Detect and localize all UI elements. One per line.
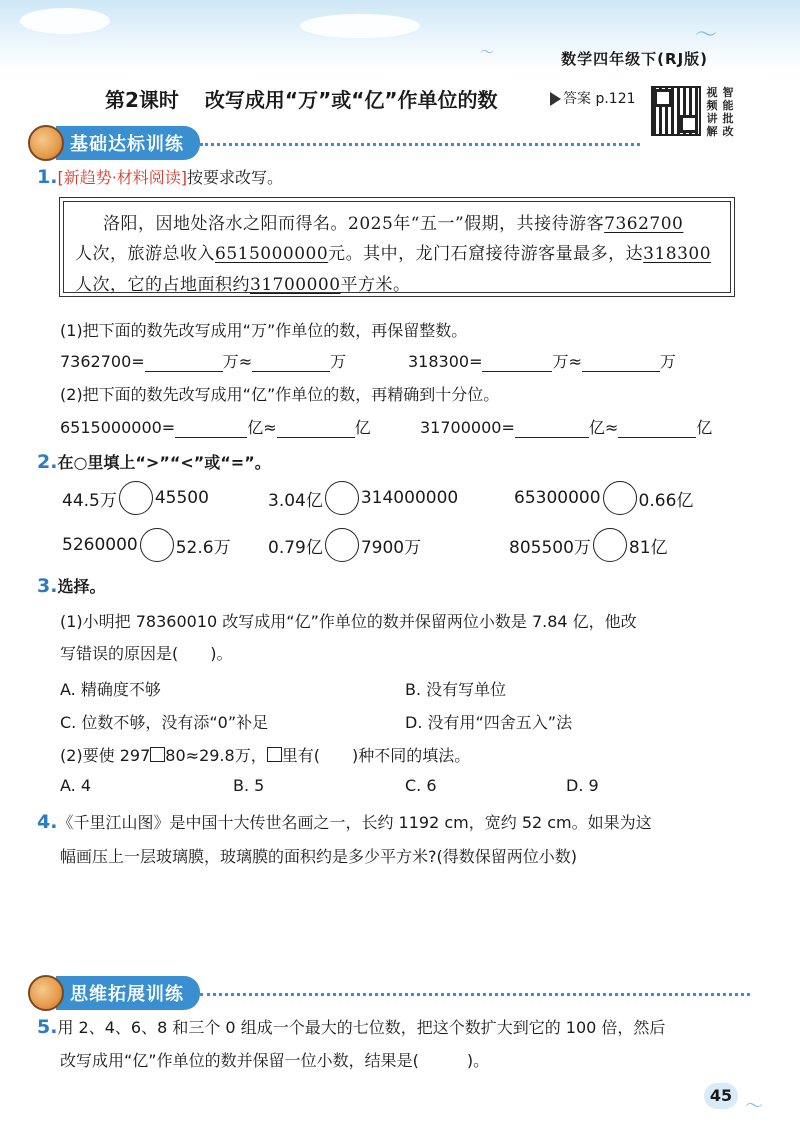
- compare-left: 44.5万: [62, 490, 117, 511]
- dolphin-icon: 〜: [745, 1096, 763, 1117]
- unit-label: 亿: [354, 418, 371, 437]
- q1-sub2-row-b: [420, 415, 712, 438]
- answer-blank[interactable]: [277, 419, 355, 438]
- q3-sub1-line2: 写错误的原因是( )。: [60, 644, 233, 663]
- compare-item: [62, 481, 209, 515]
- underlined-number: 6515000000: [215, 244, 329, 264]
- compare-item: [514, 481, 693, 515]
- cloud-decoration: [20, 8, 110, 34]
- underlined-number: 7362700: [604, 214, 684, 234]
- question-prompt: 在○里填上“>”“<”或“=”。: [57, 453, 271, 472]
- compare-item: [62, 528, 231, 562]
- mascot-icon: [28, 125, 64, 161]
- answer-blank[interactable]: [582, 353, 660, 372]
- expression: 6515000000=: [60, 418, 176, 437]
- unit-label: 万: [330, 352, 347, 371]
- section-title: 基础达标训练: [56, 126, 200, 160]
- option-b[interactable]: B. 没有写单位: [405, 680, 507, 699]
- section-extend: [28, 977, 200, 1009]
- compare-right: 314000000: [360, 488, 459, 508]
- blank-square-icon: [150, 747, 165, 762]
- compare-left: 0.79亿: [268, 537, 323, 558]
- arrow-right-icon: [550, 92, 561, 106]
- cloud-decoration: [300, 14, 420, 38]
- section-divider: [200, 993, 750, 996]
- expression: 31700000=: [420, 418, 515, 437]
- q1-sub2-prompt: (2)把下面的数先改写成用“亿”作单位的数，再精确到十分位。: [60, 385, 500, 404]
- q1-sub1-row: [60, 349, 346, 372]
- option-d[interactable]: D. 9: [566, 776, 599, 795]
- section-title: 思维拓展训练: [56, 976, 200, 1010]
- underlined-number: 31700000: [250, 275, 341, 295]
- q1-sub1-row-b: [408, 349, 676, 372]
- question-2-header: [37, 450, 271, 473]
- q1-sub1-prompt: (1)把下面的数先改写成用“万”作单位的数，再保留整数。: [60, 321, 468, 340]
- compare-right: 52.6万: [175, 537, 231, 558]
- qr-tags: [704, 86, 738, 138]
- compare-item: [509, 528, 668, 562]
- question-text: 《千里江山图》是中国十大传世名画之一，长约 1192 cm，宽约 52 cm。如果为这: [57, 813, 652, 832]
- compare-circle[interactable]: [603, 481, 637, 515]
- qr-tag: 讲: [706, 112, 718, 125]
- mascot-icon: [28, 975, 64, 1011]
- compare-left: 5260000: [62, 535, 138, 555]
- expression: 318300=: [408, 352, 483, 371]
- passage-text: 人次，它的占地面积约: [75, 275, 250, 295]
- passage-line-1: [103, 209, 683, 234]
- page-number: 45: [704, 1083, 738, 1109]
- unit-label: 万: [552, 352, 569, 371]
- compare-right: 7900万: [360, 537, 422, 558]
- answer-blank[interactable]: [145, 353, 223, 372]
- question-number: 2.: [37, 451, 58, 473]
- unit-label: 亿: [696, 418, 713, 437]
- qr-tag: 能: [722, 99, 734, 112]
- question-4-line1: [37, 810, 652, 833]
- question-3-header: [37, 574, 105, 597]
- passage-text: 洛阳，因地处洛水之阳而得名。2025年“五一”假期，共接待游客: [103, 214, 605, 234]
- answer-blank[interactable]: [175, 419, 247, 438]
- compare-circle[interactable]: [119, 481, 153, 515]
- lesson-number: 第2课时: [105, 88, 179, 112]
- question-1-header: [37, 165, 283, 188]
- section-basic: [28, 127, 200, 159]
- qr-tag: 频: [706, 99, 718, 112]
- unit-label: 万: [222, 352, 239, 371]
- dolphin-icon: 〜: [480, 45, 494, 61]
- passage-text: 元。其中，龙门石窟接待游客量最多，达: [328, 244, 644, 264]
- option-c[interactable]: C. 6: [405, 776, 437, 795]
- answer-reference: [550, 88, 636, 108]
- compare-circle[interactable]: [140, 528, 174, 562]
- dolphin-icon: 〜: [695, 23, 718, 48]
- qr-tag: 智: [722, 86, 734, 99]
- question-number: 1.: [37, 166, 58, 188]
- compare-left: 3.04亿: [268, 490, 323, 511]
- book-title: 数学四年级下(RJ版): [561, 50, 708, 68]
- lesson-name: 改写成用“万”或“亿”作单位的数: [204, 88, 498, 112]
- compare-item: [268, 528, 421, 562]
- section-divider: [200, 143, 640, 146]
- compare-circle[interactable]: [593, 528, 627, 562]
- compare-circle[interactable]: [325, 481, 359, 515]
- lesson-title: [105, 84, 498, 113]
- question-number: 4.: [37, 811, 58, 833]
- unit-label: 亿: [247, 418, 264, 437]
- option-d[interactable]: D. 没有用“四舍五入”法: [405, 713, 573, 732]
- approx-sign: ≈: [263, 418, 277, 437]
- answer-blank[interactable]: [252, 353, 330, 372]
- q3-sub1-line1: (1)小明把 78360010 改写成用“亿”作单位的数并保留两位小数是 7.84 亿，他改: [60, 612, 637, 631]
- qr-tag: 解: [706, 125, 718, 138]
- qr-tag: 改: [722, 125, 734, 138]
- question-prompt: 选择。: [57, 577, 106, 596]
- question-5-line1: [37, 1015, 665, 1038]
- qr-tag: 批: [722, 112, 734, 125]
- unit-label: 亿: [588, 418, 605, 437]
- answer-blank[interactable]: [482, 353, 552, 372]
- approx-sign: ≈: [238, 352, 253, 371]
- passage-text: 平方米。: [340, 275, 411, 295]
- compare-left: 65300000: [514, 488, 601, 508]
- option-a[interactable]: A. 精确度不够: [60, 680, 161, 699]
- unit-label: 万: [659, 352, 676, 371]
- passage-line-3: [75, 270, 411, 295]
- q1-sub2-row: [60, 415, 371, 438]
- question-number: 3.: [37, 575, 58, 597]
- passage-line-2: [75, 239, 711, 264]
- option-b[interactable]: B. 5: [233, 776, 265, 795]
- compare-circle[interactable]: [325, 528, 359, 562]
- compare-right: 45500: [154, 488, 209, 508]
- question-tag: [新趋势·材料阅读]: [57, 168, 188, 187]
- compare-item: [268, 481, 458, 515]
- question-text: 用 2、4、6、8 和三个 0 组成一个最大的七位数，把这个数扩大到它的 100 倍，然后: [57, 1018, 666, 1037]
- approx-sign: ≈: [568, 352, 582, 371]
- answer-blank[interactable]: [515, 419, 589, 438]
- answer-blank[interactable]: [618, 419, 696, 438]
- question-5-line2: 改写成用“亿”作单位的数并保留一位小数，结果是( )。: [60, 1051, 490, 1070]
- q3-sub2-text: 80≈29.8万，: [165, 746, 267, 765]
- q3-sub2: [60, 743, 470, 766]
- question-number: 5.: [37, 1016, 58, 1038]
- qr-tag: 视: [706, 86, 718, 99]
- compare-right: 0.66亿: [638, 490, 694, 511]
- question-4-line2: 幅画压上一层玻璃膜，玻璃膜的面积约是多少平方米?(得数保留两位小数): [60, 847, 577, 866]
- q3-sub2-text: (2)要使 297: [60, 746, 151, 765]
- option-c[interactable]: C. 位数不够，没有添“0”补足: [60, 713, 269, 732]
- compare-left: 805500万: [509, 537, 591, 558]
- question-prompt: 按要求改写。: [187, 168, 284, 187]
- approx-sign: ≈: [604, 418, 619, 437]
- option-a[interactable]: A. 4: [60, 776, 92, 795]
- compare-right: 81亿: [628, 537, 668, 558]
- underlined-number: 318300: [643, 244, 712, 264]
- expression: 7362700=: [60, 352, 145, 371]
- blank-square-icon: [267, 747, 282, 762]
- q3-sub2-text: 里有( )种不同的填法。: [281, 746, 471, 765]
- qr-code-icon[interactable]: [651, 86, 701, 136]
- answer-page: 答案 p.121: [563, 91, 636, 107]
- passage-text: 人次，旅游总收入: [75, 244, 215, 264]
